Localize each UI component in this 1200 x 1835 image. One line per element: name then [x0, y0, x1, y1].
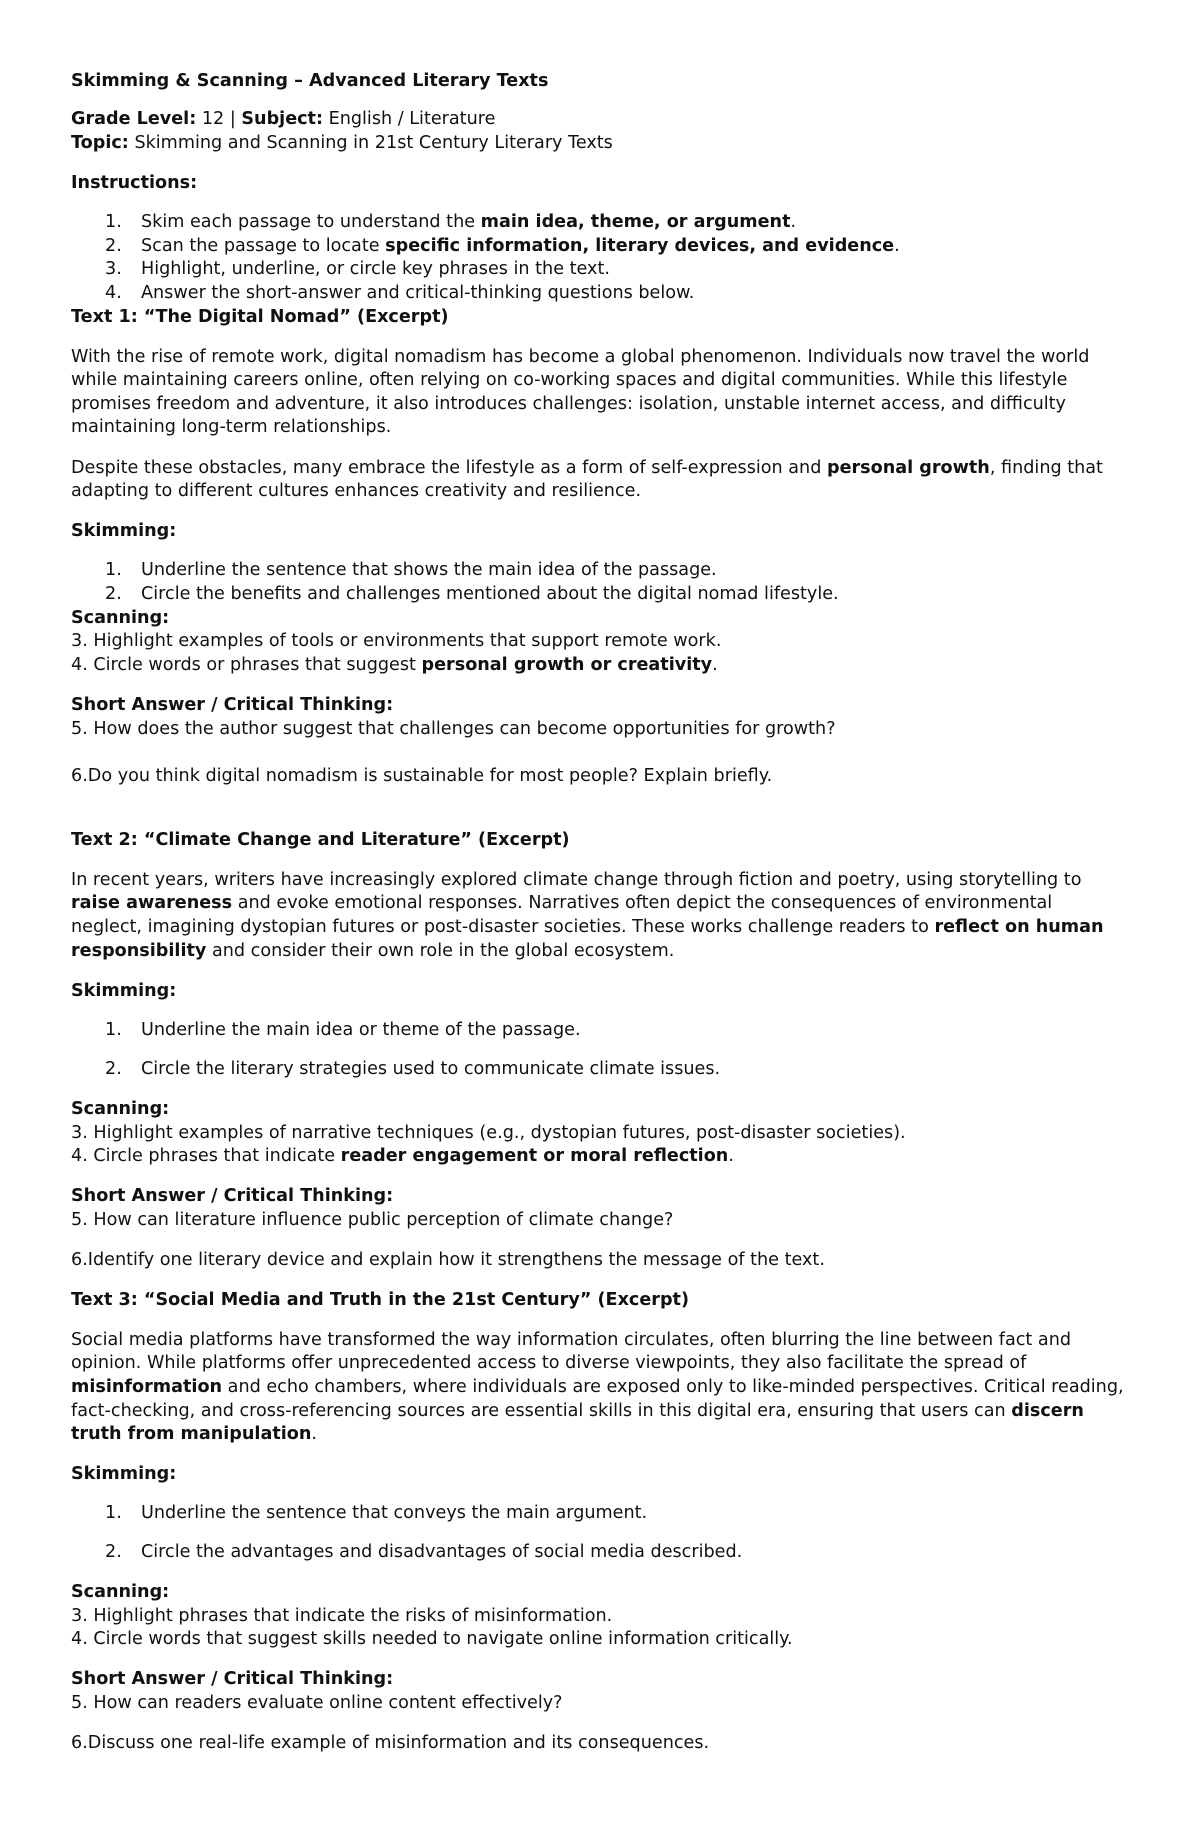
instruction-number: 1.: [105, 212, 122, 232]
question: 5. How can literature influence public perception of climate change?: [71, 1210, 674, 1230]
skim-item: Underline the sentence that shows the main idea of the passage.: [141, 560, 717, 580]
text2-paragraph-line: In recent years, writers have increasingly explored climate change through fiction and poetry, using storytelling to: [71, 870, 1082, 890]
text2-paragraph-line: responsibility and consider their own role in the global ecosystem.: [71, 941, 675, 961]
text3-scanning-heading: Scanning:: [71, 1582, 170, 1602]
text1-paragraph-line: adapting to different cultures enhances creativity and resilience.: [71, 481, 642, 501]
scan-item: 3. Highlight examples of narrative techniques (e.g., dystopian futures, post-disaster societies).: [71, 1123, 906, 1143]
question: 5. How does the author suggest that challenges can become opportunities for growth?: [71, 719, 836, 739]
text3-paragraph-line: misinformation and echo chambers, where individuals are exposed only to like-minded perspectives. Critical reading,: [71, 1377, 1124, 1397]
skim-number: 2.: [105, 584, 122, 604]
skim-number: 2.: [105, 1542, 122, 1562]
skim-item: Underline the sentence that conveys the main argument.: [141, 1503, 648, 1523]
instructions-heading: Instructions:: [71, 173, 198, 193]
question: 6.Identify one literary device and explain how it strengthens the message of the text.: [71, 1250, 825, 1270]
instruction-item: Highlight, underline, or circle key phrases in the text.: [141, 259, 610, 279]
text1-title: Text 1: “The Digital Nomad” (Excerpt): [71, 307, 449, 327]
topic-line: Topic: Skimming and Scanning in 21st Century Literary Texts: [71, 133, 613, 153]
text1-skimming-heading: Skimming:: [71, 521, 177, 541]
scan-item: 4. Circle phrases that indicate reader engagement or moral reflection.: [71, 1146, 734, 1166]
page-title: Skimming & Scanning – Advanced Literary Texts: [71, 71, 549, 91]
text1-paragraph-line: while maintaining careers online, often relying on co-working spaces and digital communities. While this lifestyle: [71, 370, 1068, 390]
skim-number: 1.: [105, 560, 122, 580]
text2-paragraph-line: neglect, imagining dystopian futures or post-disaster societies. These works challenge readers to reflect on human: [71, 917, 1104, 937]
skim-number: 2.: [105, 1059, 122, 1079]
text1-scanning-heading: Scanning:: [71, 608, 170, 628]
scan-item: 4. Circle words that suggest skills needed to navigate online information critically.: [71, 1629, 793, 1649]
skim-number: 1.: [105, 1503, 122, 1523]
scan-item: 4. Circle words or phrases that suggest personal growth or creativity.: [71, 655, 718, 675]
text3-short-answer-heading: Short Answer / Critical Thinking:: [71, 1669, 394, 1689]
grade-subject-line: Grade Level: 12 | Subject: English / Literature: [71, 109, 496, 129]
instruction-number: 4.: [105, 283, 122, 303]
text3-paragraph-line: Social media platforms have transformed the way information circulates, often blurring the line between fact and: [71, 1330, 1072, 1350]
text1-short-answer-heading: Short Answer / Critical Thinking:: [71, 695, 394, 715]
text2-paragraph-line: raise awareness and evoke emotional responses. Narratives often depict the consequences of environmental: [71, 893, 1053, 913]
skim-item: Circle the literary strategies used to communicate climate issues.: [141, 1059, 721, 1079]
text1-paragraph-line: maintaining long-term relationships.: [71, 417, 392, 437]
text1-paragraph-line: promises freedom and adventure, it also introduces challenges: isolation, unstable internet access, and difficulty: [71, 394, 1066, 414]
question: 5. How can readers evaluate online content effectively?: [71, 1693, 563, 1713]
instruction-number: 3.: [105, 259, 122, 279]
scan-item: 3. Highlight examples of tools or environments that support remote work.: [71, 631, 722, 651]
instruction-item: Answer the short-answer and critical-thinking questions below.: [141, 283, 695, 303]
text3-title: Text 3: “Social Media and Truth in the 21st Century” (Excerpt): [71, 1290, 689, 1310]
question: 6.Discuss one real-life example of misinformation and its consequences.: [71, 1733, 710, 1753]
skim-item: Underline the main idea or theme of the passage.: [141, 1020, 581, 1040]
instruction-item: Skim each passage to understand the main idea, theme, or argument.: [141, 212, 797, 232]
scan-item: 3. Highlight phrases that indicate the risks of misinformation.: [71, 1606, 613, 1626]
instruction-number: 2.: [105, 236, 122, 256]
text3-paragraph-line: opinion. While platforms offer unprecedented access to diverse viewpoints, they also facilitate the spread of: [71, 1353, 1027, 1373]
skim-item: Circle the benefits and challenges mentioned about the digital nomad lifestyle.: [141, 584, 839, 604]
text3-skimming-heading: Skimming:: [71, 1464, 177, 1484]
text2-scanning-heading: Scanning:: [71, 1099, 170, 1119]
text2-short-answer-heading: Short Answer / Critical Thinking:: [71, 1186, 394, 1206]
text1-paragraph-line: Despite these obstacles, many embrace the lifestyle as a form of self-expression and personal growth, finding that: [71, 458, 1103, 478]
text3-paragraph-line: fact-checking, and cross-referencing sources are essential skills in this digital era, ensuring that users can discern: [71, 1401, 1084, 1421]
question: 6.Do you think digital nomadism is sustainable for most people? Explain briefly.: [71, 766, 773, 786]
text3-paragraph-line: truth from manipulation.: [71, 1424, 317, 1444]
skim-number: 1.: [105, 1020, 122, 1040]
text1-paragraph-line: With the rise of remote work, digital nomadism has become a global phenomenon. Individuals now travel the world: [71, 347, 1090, 367]
instruction-item: Scan the passage to locate specific information, literary devices, and evidence.: [141, 236, 900, 256]
text2-skimming-heading: Skimming:: [71, 981, 177, 1001]
skim-item: Circle the advantages and disadvantages of social media described.: [141, 1542, 743, 1562]
text2-title: Text 2: “Climate Change and Literature” (Excerpt): [71, 830, 570, 850]
